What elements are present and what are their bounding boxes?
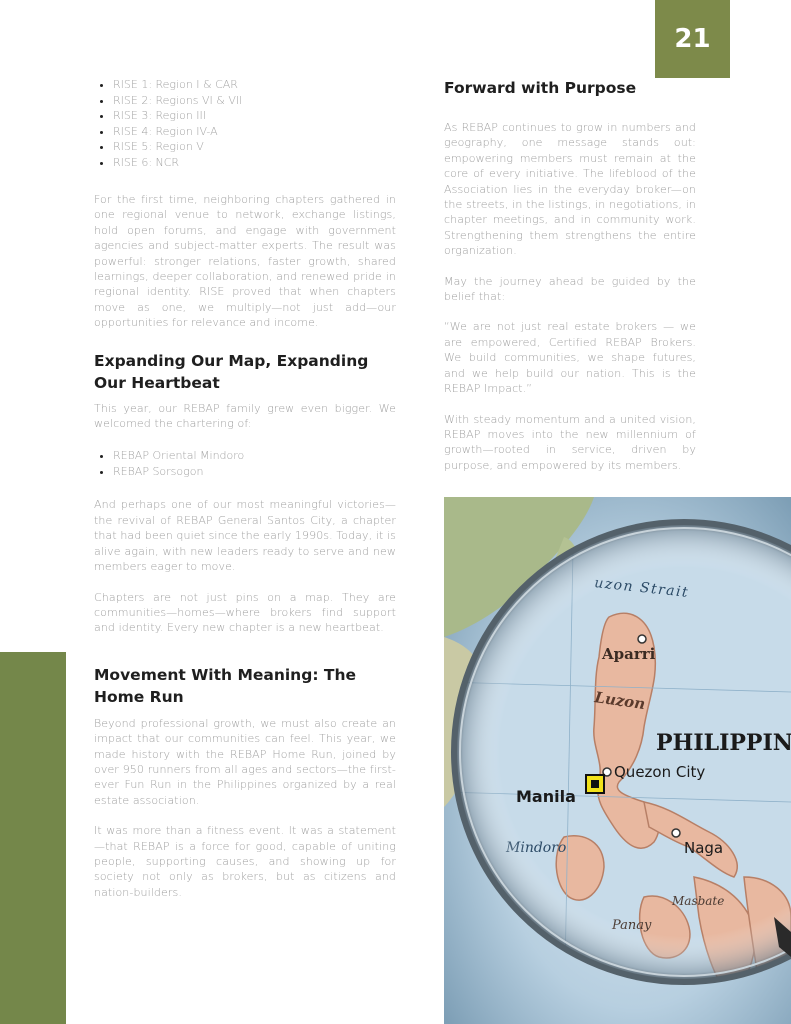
paragraph-homerun: Beyond professional growth, we must also create an impact that our communities can feel. This year, we made history with the REBAP Home Run, joined by over 950 runners from all ages and sectors—the first-ever Fun Run in the Philippines organized by a real estate association. xyxy=(94,716,396,807)
heading-expanding: Expanding Our Map, Expanding Our Heartbeat xyxy=(94,351,369,392)
map-illustration xyxy=(444,497,791,1024)
decorative-side-bar xyxy=(0,652,66,1024)
left-column xyxy=(94,77,396,900)
new-chapters-list xyxy=(94,448,396,479)
page-number: 21 xyxy=(655,0,730,78)
list-item: • RISE 2: Regions VI & VII xyxy=(113,93,396,109)
paragraph-grow: As REBAP continues to grow in numbers and geography, one message stands out: empowering members must remain at the core of every initiative. The lifeblood of the Association lies in the everyday broker—on the streets, in the listings, in negotiations, in chapter meetings, and in community work. Strengthening them strengthens the entire organization. xyxy=(444,121,696,258)
list-item: • RISE 5: Region V xyxy=(113,139,396,155)
heading-forward: Forward with Purpose xyxy=(444,79,637,97)
paragraph-quote: “We are not just real estate brokers — we are empowered, Certified REBAP Brokers. We build communities, we shape futures, and we help build our nation. This is the REBAP Impact.” xyxy=(444,320,696,396)
rise-list xyxy=(94,77,396,170)
paragraph-journey: May the journey ahead be guided by the belief that: xyxy=(444,274,696,304)
list-item: • RISE 3: Region III xyxy=(113,108,396,124)
list-item: • REBAP Oriental Mindoro xyxy=(113,448,396,464)
list-item: • RISE 4: Region IV-A xyxy=(113,124,396,140)
list-item: • RISE 6: NCR xyxy=(113,155,396,171)
paragraph-momentum: With steady momentum and a united vision, REBAP moves into the new millennium of growth—rooted in service, driven by purpose, and empowered by its members. xyxy=(444,412,696,472)
right-column xyxy=(444,77,696,473)
paragraph-family: This year, our REBAP family grew even bigger. We welcomed the chartering of: xyxy=(94,401,396,431)
magnifier-map-image xyxy=(444,497,791,1024)
list-item: • REBAP Sorsogon xyxy=(113,464,396,480)
heading-movement: Movement With Meaning: The Home Run xyxy=(94,665,357,706)
paragraph-revival: And perhaps one of our most meaningful victories—the revival of REBAP General Santos City, a chapter that had been quiet since the early 1990s. Today, it is alive again, with new leaders ready to serve and new members eager to move. xyxy=(94,498,396,574)
paragraph-rise: For the first time, neighboring chapters gathered in one regional venue to network, exchange listings, hold open forums, and engage with government agencies and subject-matter experts. The result was powerful: stronger relations, faster growth, shared learnings, deeper collaboration, and renewed pride in regional identity. RISE proved that when chapters move as one, we multiply—not just add—our opportunities for relevance and income. xyxy=(94,193,396,330)
paragraph-chapters: Chapters are not just pins on a map. They are communities—homes—where brokers find support and identity. Every new chapter is a new heartbeat. xyxy=(94,590,396,635)
list-item: • RISE 1: Region I & CAR xyxy=(113,77,396,93)
paragraph-statement: It was more than a fitness event. It was a statement—that REBAP is a force for good, capable of uniting people, supporting causes, and showing up for society not only as brokers, but as citizens and nation-builders. xyxy=(94,824,396,899)
